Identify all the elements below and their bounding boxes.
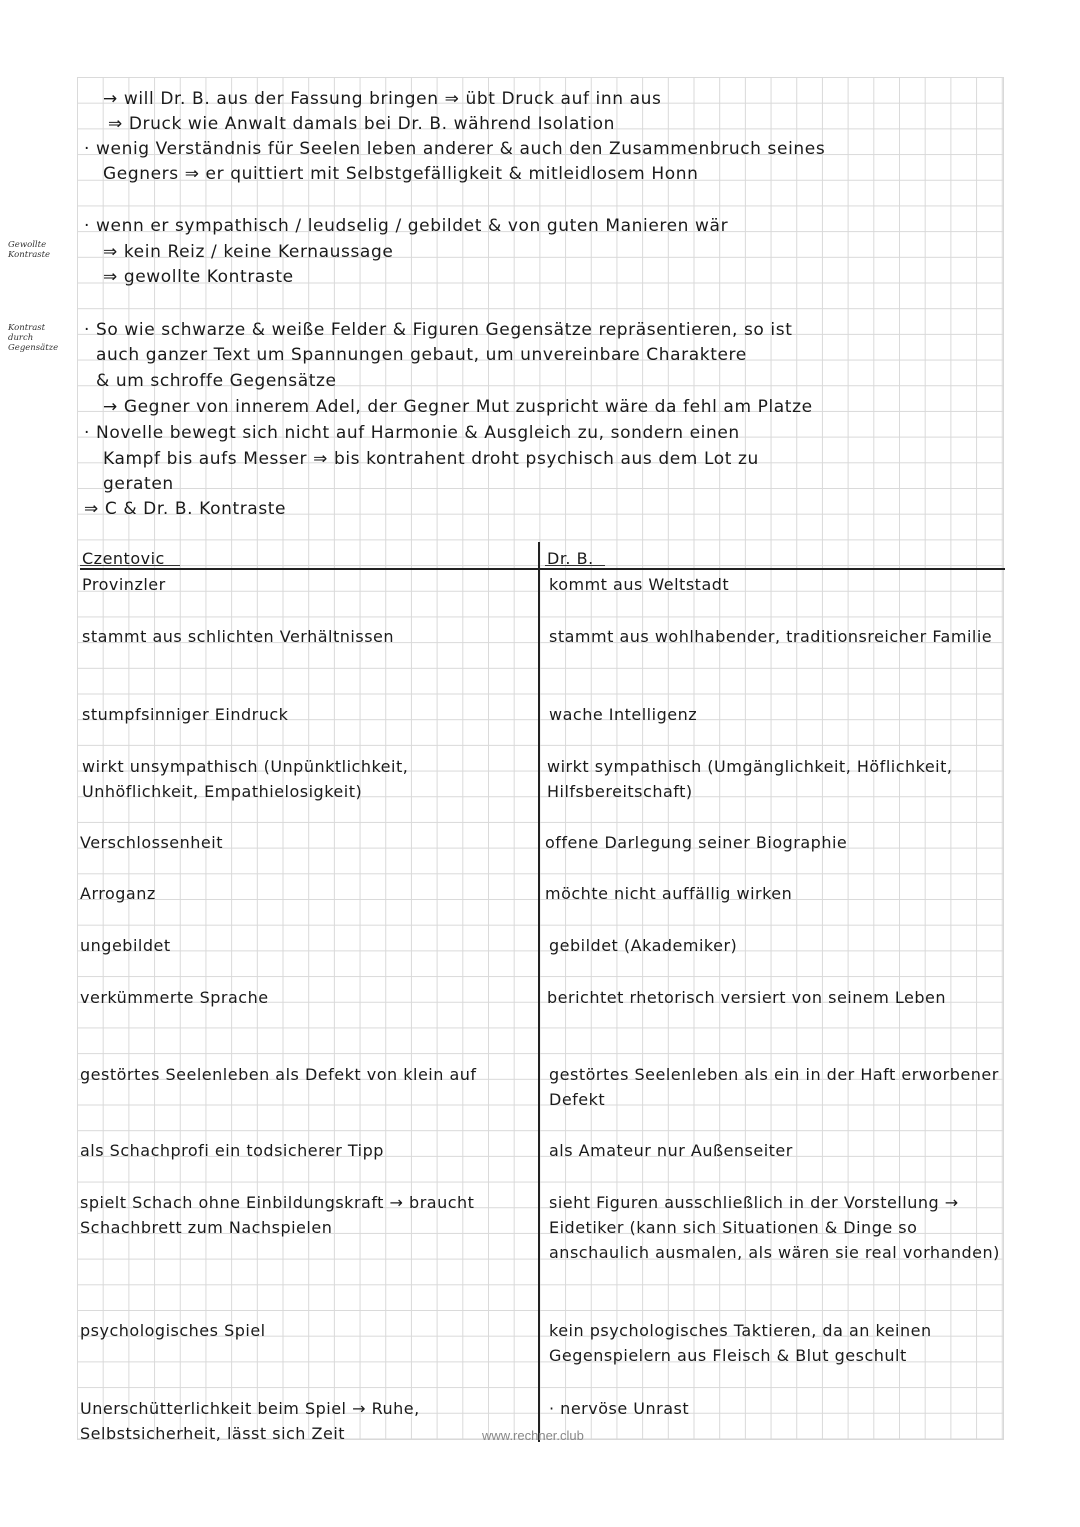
table-cell-right: gestörtes Seelenleben als ein in der Haft erworbener Defekt [549, 1065, 999, 1109]
table-cell-right: kommt aus Weltstadt [549, 575, 730, 594]
table-cell-left: Unerschütterlichkeit beim Spiel → Ruhe, Selbstsicherheit, lässt sich Zeit [80, 1399, 420, 1443]
table-cell-left: als Schachprofi ein todsicherer Tipp [80, 1141, 384, 1160]
note-line: · So wie schwarze & weiße Felder & Figuren Gegensätze repräsentieren, so ist [84, 320, 793, 340]
table-cell-right: als Amateur nur Außenseiter [549, 1141, 793, 1160]
note-line: · wenn er sympathisch / leudselig / gebildet & von guten Manieren wär [84, 216, 729, 236]
table-cell-left: stumpfsinniger Eindruck [82, 705, 289, 724]
column-header-czentovic: Czentovic [82, 549, 165, 568]
table-cell-right: · nervöse Unrast [549, 1399, 690, 1418]
note-line: · wenig Verständnis für Seelen leben anderer & auch den Zusammenbruch seines [84, 139, 826, 159]
table-cell-right: berichtet rhetorisch versiert von seinem Leben [547, 988, 946, 1007]
table-cell-right: wache Intelligenz [549, 705, 698, 724]
note-line: ⇒ Druck wie Anwalt damals bei Dr. B. während Isolation [108, 114, 615, 134]
note-line: geraten [103, 474, 174, 494]
footer-watermark: www.rechner.club [482, 1428, 584, 1443]
note-line: auch ganzer Text um Spannungen gebaut, um unvereinbare Charaktere [96, 345, 747, 365]
margin-note-gegensaetze: Kontrast durch Gegensätze [8, 323, 59, 353]
note-line: → will Dr. B. aus der Fassung bringen ⇒ übt Druck auf inn aus [103, 89, 662, 109]
table-divider [538, 542, 540, 1442]
table-cell-left: Verschlossenheit [80, 833, 223, 852]
note-line: Gegners ⇒ er quittiert mit Selbstgefälligkeit & mitleidlosem Honn [103, 164, 699, 184]
note-line: Kampf bis aufs Messer ⇒ bis kontrahent droht psychisch aus dem Lot zu [103, 449, 759, 469]
table-cell-right: stammt aus wohlhabender, traditionsreicher Familie [549, 627, 993, 646]
note-line: ⇒ kein Reiz / keine Kernaussage [103, 242, 394, 262]
note-line: & um schroffe Gegensätze [96, 371, 337, 391]
table-cell-left: Provinzler [82, 575, 166, 594]
table-header-rule [80, 568, 1005, 570]
table-cell-left: Arroganz [80, 884, 156, 903]
table-cell-right: sieht Figuren ausschließlich in der Vorstellung → Eidetiker (kann sich Situationen & Dinge so anschaulich ausmalen, als wären sie real vorhanden) [549, 1193, 1000, 1262]
table-cell-right: offene Darlegung seiner Biographie [545, 833, 848, 852]
table-cell-left: stammt aus schlichten Verhältnissen [82, 627, 395, 646]
note-line: ⇒ C & Dr. B. Kontraste [84, 499, 287, 519]
note-line: ⇒ gewollte Kontraste [103, 267, 294, 287]
table-cell-left: ungebildet [80, 936, 171, 955]
table-cell-left: verkümmerte Sprache [80, 988, 269, 1007]
table-cell-right: gebildet (Akademiker) [549, 936, 738, 955]
table-cell-right: möchte nicht auffällig wirken [545, 884, 793, 903]
column-header-dr-b: Dr. B. [547, 549, 594, 568]
table-cell-right: kein psychologisches Taktieren, da an keinen Gegenspielern aus Fleisch & Blut geschult [549, 1321, 932, 1365]
note-line: · Novelle bewegt sich nicht auf Harmonie & Ausgleich zu, sondern einen [84, 423, 740, 443]
table-cell-left: wirkt unsympathisch (Unpünktlichkeit, Unhöflichkeit, Empathielosigkeit) [82, 757, 409, 801]
table-cell-left: gestörtes Seelenleben als Defekt von klein auf [80, 1065, 477, 1084]
table-cell-left: spielt Schach ohne Einbildungskraft → braucht Schachbrett zum Nachspielen [80, 1193, 475, 1237]
note-line: → Gegner von innerem Adel, der Gegner Mut zuspricht wäre da fehl am Platze [103, 397, 813, 417]
table-cell-right: wirkt sympathisch (Umgänglichkeit, Höflichkeit, Hilfsbereitschaft) [547, 757, 953, 801]
margin-note-kontraste: Gewollte Kontraste [8, 240, 51, 260]
table-cell-left: psychologisches Spiel [80, 1321, 266, 1340]
